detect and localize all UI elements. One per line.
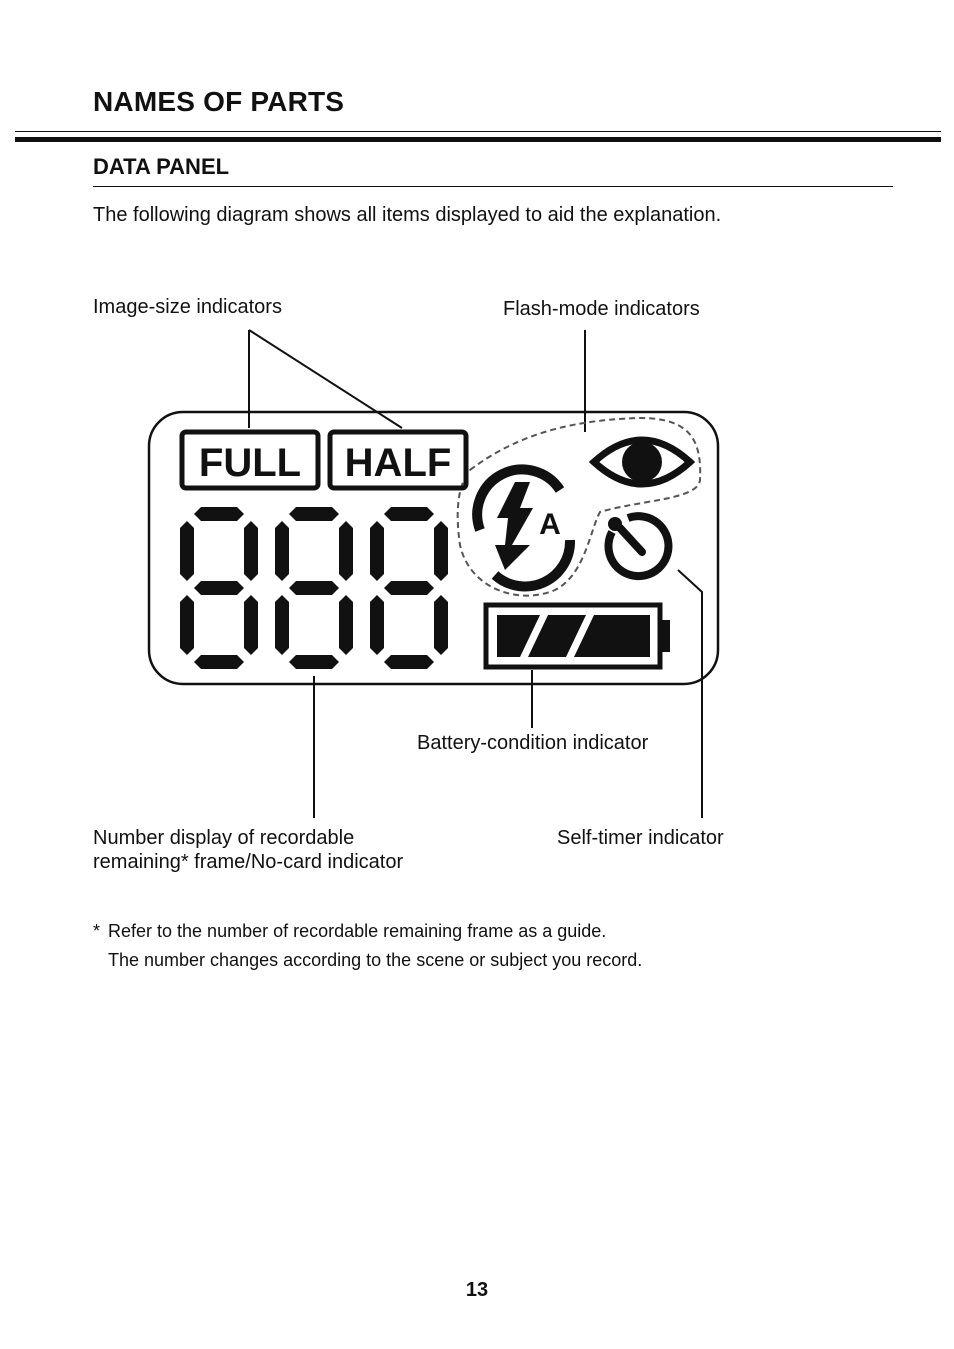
digit-1-segment-6 [180,595,194,655]
number-display [180,507,448,669]
callout-battery: Battery-condition indicator [417,732,649,754]
digit-1-segment-4 [180,521,194,581]
footnote-text [108,917,642,975]
digit-2-segment-6 [275,595,289,655]
page-number: 13 [465,1279,489,1301]
digit-2-segment-5 [339,521,353,581]
digit-2-segment-7 [339,595,353,655]
digit-1-segment-2 [194,581,244,595]
digit-3-segment-3 [384,655,434,669]
flash-auto-letter: A [539,508,561,541]
leader-self-timer [678,570,702,818]
digit-1-segment-5 [244,521,258,581]
self-timer-icon [608,516,668,576]
digit-2-segment-4 [275,521,289,581]
digit-1-segment-1 [194,507,244,521]
footnote-marker: * [93,921,101,941]
digit-3-segment-2 [384,581,434,595]
digit-3-segment-1 [384,507,434,521]
digit-2-segment-1 [289,507,339,521]
half-label: HALF [344,441,452,485]
digit-2-segment-3 [289,655,339,669]
footnote-line2: The number changes according to the scene or subject you record. [108,950,643,970]
digit-3-segment-7 [434,595,448,655]
digit-1-segment-3 [194,655,244,669]
intro-text: The following diagram shows all items displayed to aid the explanation. [93,204,722,226]
battery-icon [486,605,670,667]
digit-3-segment-4 [370,521,384,581]
callout-number-display-line2: remaining* frame/No-card indicator [93,851,404,873]
digit-1-segment-7 [244,595,258,655]
red-eye-icon [594,440,690,484]
image-size-indicators [182,432,466,488]
leader-image-size-half [249,330,402,428]
digit-3-segment-6 [370,595,384,655]
callout-number-display [93,826,403,874]
flash-auto-off-icon [477,469,570,586]
footnote-line1: Refer to the number of recordable remaining frame as a guide. [108,921,607,941]
digit-3-segment-5 [434,521,448,581]
section-title: DATA PANEL [93,154,230,179]
callout-number-display-line1: Number display of recordable [93,827,355,849]
digit-2-segment-2 [289,581,339,595]
callout-self-timer: Self-timer indicator [557,827,724,849]
callout-image-size: Image-size indicators [93,296,282,318]
full-label: FULL [198,441,302,485]
page-heading: NAMES OF PARTS [93,86,345,117]
callout-flash-mode: Flash-mode indicators [503,298,700,320]
